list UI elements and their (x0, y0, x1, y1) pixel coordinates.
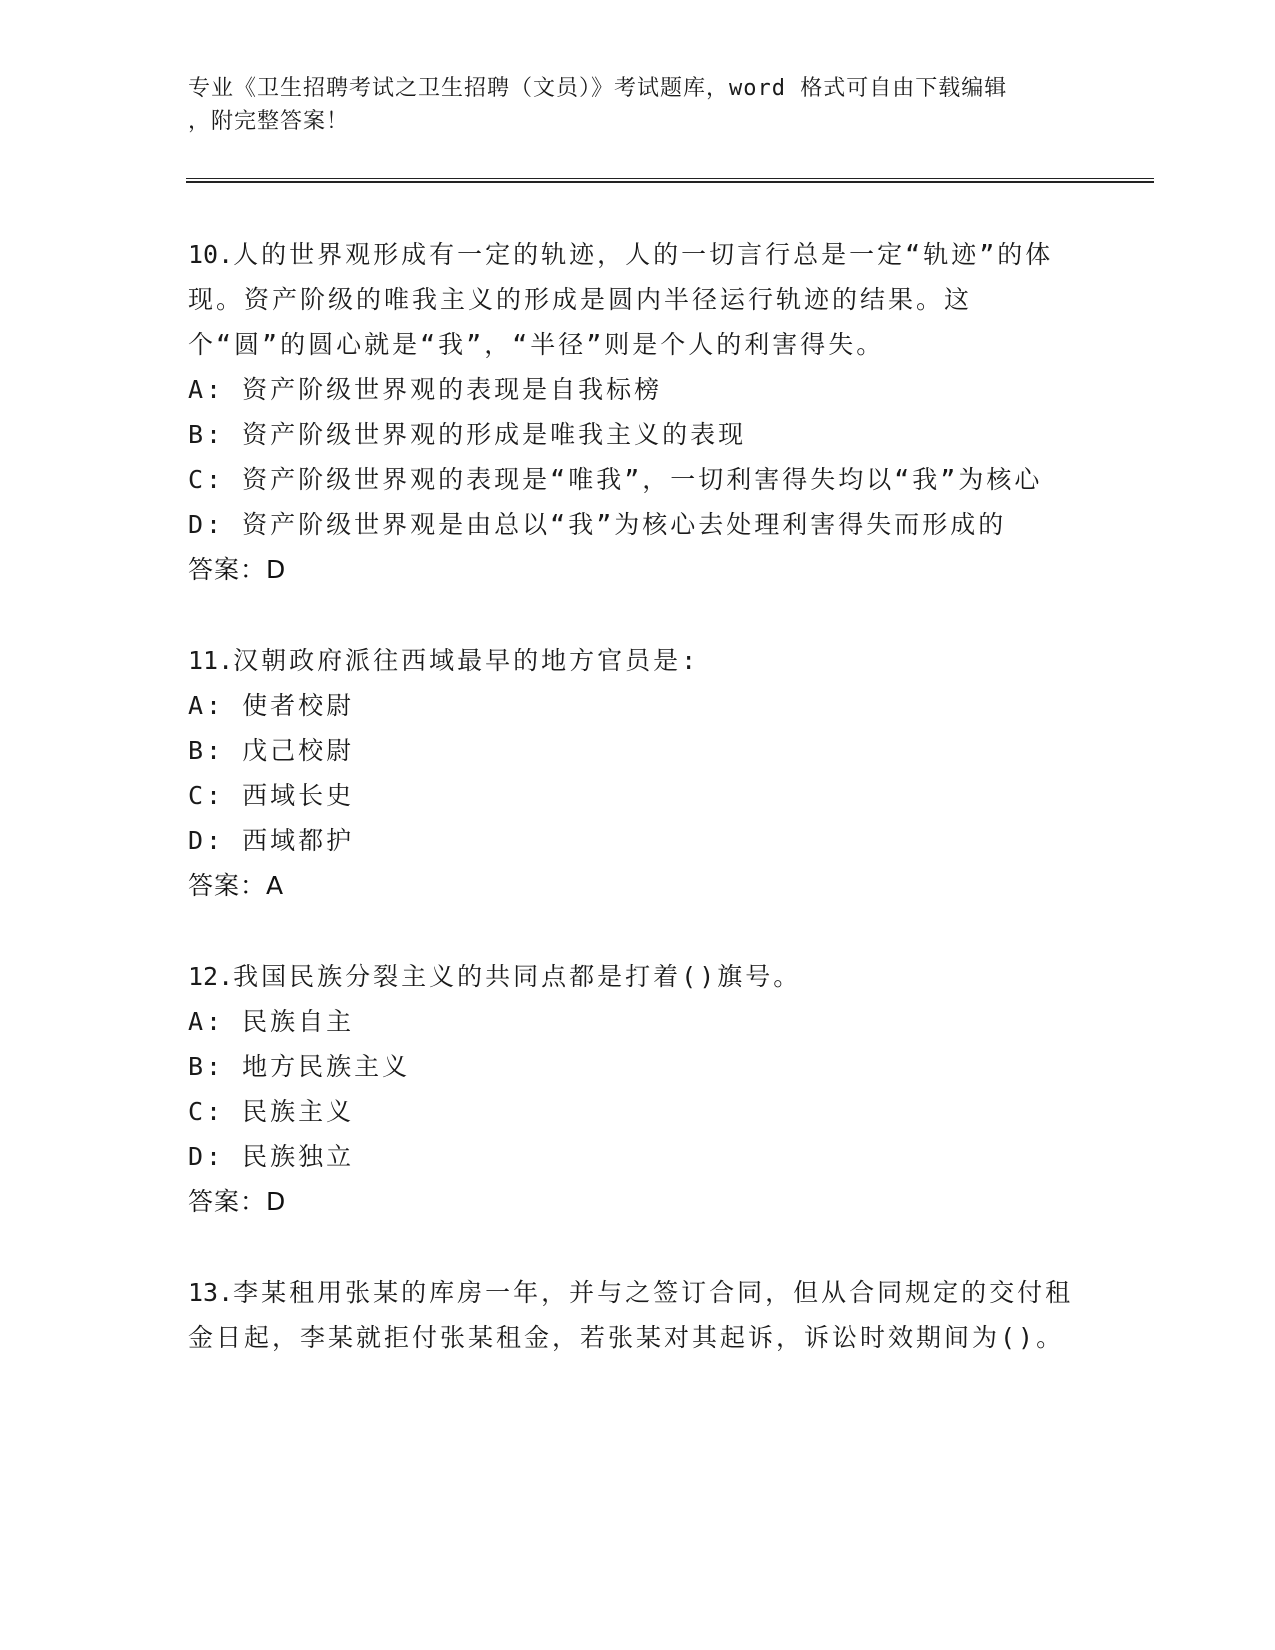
option-d: D: 民族独立 (188, 1142, 355, 1171)
option-d: D: 资产阶级世界观是由总以“我”为核心去处理利害得失而形成的 (188, 510, 1007, 539)
option-c: C: 民族主义 (188, 1097, 355, 1126)
option-a: A: 资产阶级世界观的表现是自我标榜 (188, 375, 663, 404)
question-13 (188, 1270, 1078, 1360)
question-number: 13. (188, 1278, 234, 1307)
document-header (188, 72, 1068, 138)
question-stem (188, 232, 1078, 367)
option-a: A: 民族自主 (188, 1007, 355, 1036)
question-stem (188, 954, 1078, 999)
question-list (188, 232, 1078, 1406)
question-text: 人的世界观形成有一定的轨迹，人的一切言行总是一定“轨迹”的体现。资产阶级的唯我主义的形成是圆内半径运行轨迹的结果。这个“圆”的圆心就是“我”，“半径”则是个人的利害得失。 (188, 240, 1054, 359)
question-text: 汉朝政府派往西域最早的地方官员是: (233, 646, 700, 675)
option-b: B: 戊己校尉 (188, 736, 355, 765)
answer: 答案：D (188, 1187, 287, 1216)
answer: 答案：A (188, 871, 285, 900)
question-text: 我国民族分裂主义的共同点都是打着()旗号。 (233, 962, 802, 991)
header-line-1: 专业《卫生招聘考试之卫生招聘（文员）》考试题库，word 格式可自由下载编辑 (188, 76, 1008, 101)
answer: 答案：D (188, 555, 287, 584)
question-number: 12. (188, 962, 234, 991)
option-c: C: 西域长史 (188, 781, 355, 810)
question-12 (188, 954, 1078, 1224)
option-d: D: 西域都护 (188, 826, 355, 855)
option-b: B: 地方民族主义 (188, 1052, 411, 1081)
option-c: C: 资产阶级世界观的表现是“唯我”，一切利害得失均以“我”为核心 (188, 465, 1043, 494)
question-stem (188, 638, 1078, 683)
header-line-2: ，附完整答案！ (188, 109, 350, 134)
question-stem (188, 1270, 1078, 1360)
question-11 (188, 638, 1078, 908)
question-text: 李某租用张某的库房一年，并与之签订合同，但从合同规定的交付租金日起，李某就拒付张某租金，若张某对其起诉，诉讼时效期间为()。 (188, 1278, 1074, 1352)
question-number: 11. (188, 646, 234, 675)
option-a: A: 使者校尉 (188, 691, 355, 720)
option-b: B: 资产阶级世界观的形成是唯我主义的表现 (188, 420, 747, 449)
question-number: 10. (188, 240, 234, 269)
question-10 (188, 232, 1078, 592)
header-divider (186, 178, 1154, 183)
